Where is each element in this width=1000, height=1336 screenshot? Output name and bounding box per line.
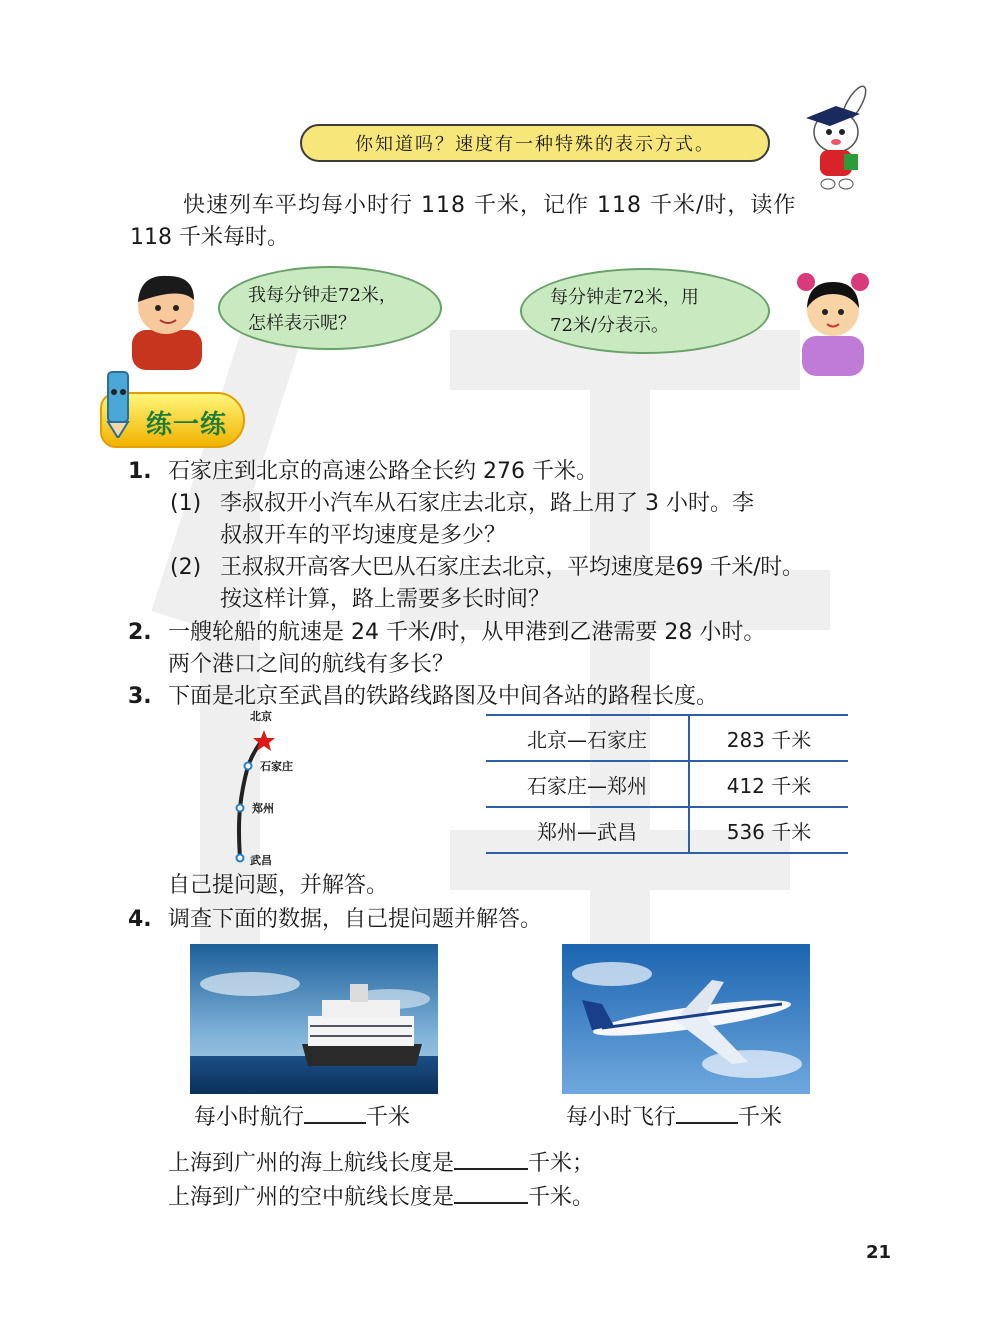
boy-illustration (124, 264, 210, 370)
shijiazhuang-station-marker (245, 763, 252, 770)
problem-1-sub-1-line-2: 叔叔开车的平均速度是多少？ (220, 523, 507, 548)
problem-3-number: 3. (128, 684, 152, 709)
intro-line-2: 118 千米每时。 (130, 225, 289, 250)
map-label-shijiazhuang: 石家庄 (260, 760, 293, 773)
sea-route-prefix: 上海到广州的海上航线长度是 (168, 1151, 455, 1176)
map-label-wuchang: 武昌 (250, 854, 272, 867)
zhengzhou-station-marker (237, 805, 244, 812)
ship-caption-unit: 千米 (366, 1105, 411, 1130)
distance-table (486, 714, 848, 854)
problem-2-number: 2. (128, 620, 152, 645)
map-label-zhengzhou: 郑州 (252, 802, 274, 815)
distance-cell: 283 千米 (689, 715, 848, 761)
problem-1-sub-1-number: (1) (170, 491, 202, 516)
girl-illustration (790, 264, 876, 376)
railway-map (220, 708, 340, 868)
problem-1-number: 1. (128, 459, 152, 484)
sea-route-unit: 千米； (528, 1151, 595, 1176)
intro-line-1: 快速列车平均每小时行 118 千米，记作 118 千米/时，读作 (183, 193, 797, 218)
pencil-icon (98, 368, 138, 442)
route-cell: 郑州—武昌 (486, 807, 689, 853)
practice-title: 练一练 (146, 410, 228, 440)
plane-caption-prefix: 每小时飞行 (566, 1105, 677, 1130)
problem-4-number: 4. (128, 907, 152, 932)
air-route-line (168, 1178, 594, 1214)
problem-4-text: 调查下面的数据，自己提问题并解答。 (168, 907, 543, 932)
airplane-photo (562, 944, 810, 1094)
boy-bubble-line-2: 怎样表示呢？ (248, 313, 356, 334)
plane-caption (566, 1098, 782, 1134)
problem-3-text: 下面是北京至武昌的铁路线路图及中间各站的路程长度。 (168, 684, 719, 709)
boy-speech-bubble (218, 266, 442, 350)
boy-bubble-line-1: 我每分钟走72米， (248, 285, 397, 306)
sea-route-blank[interactable] (454, 1144, 528, 1170)
problem-2-line-1: 一艘轮船的航速是 24 千米/时，从甲港到乙港需要 28 小时。 (168, 620, 766, 645)
table-row (486, 761, 848, 807)
plane-speed-blank[interactable] (676, 1098, 738, 1124)
page-number: 21 (866, 1242, 892, 1263)
ship-speed-blank[interactable] (304, 1098, 366, 1124)
tip-banner-text: 你知道吗？速度有一种特殊的表示方式。 (355, 134, 715, 155)
tip-banner (300, 124, 770, 162)
rabbit-mascot-illustration (796, 84, 876, 194)
problem-3-followup: 自己提问题，并解答。 (168, 873, 389, 898)
problem-1-sub-2-number: (2) (170, 555, 202, 580)
route-cell: 北京—石家庄 (486, 715, 689, 761)
problem-2-line-2: 两个港口之间的航线有多长？ (168, 652, 455, 677)
practice-badge (100, 392, 245, 448)
problem-1-sub-2-line-1: 王叔叔开高客大巴从石家庄去北京，平均速度是69 千米/时。 (220, 555, 804, 580)
sea-route-line (168, 1144, 594, 1180)
table-row (486, 715, 848, 761)
distance-cell: 412 千米 (689, 761, 848, 807)
plane-caption-unit: 千米 (738, 1105, 783, 1130)
air-route-unit: 千米。 (528, 1185, 595, 1210)
ship-caption (194, 1098, 410, 1134)
table-row (486, 807, 848, 853)
wuchang-station-marker (237, 855, 244, 862)
problem-1-text: 石家庄到北京的高速公路全长约 276 千米。 (168, 459, 598, 484)
distance-cell: 536 千米 (689, 807, 848, 853)
air-route-blank[interactable] (454, 1178, 528, 1204)
girl-bubble-line-2: 72米/分表示。 (550, 315, 669, 336)
girl-bubble-line-1: 每分钟走72米，用 (550, 287, 699, 308)
ship-caption-prefix: 每小时航行 (194, 1105, 305, 1130)
problem-1-sub-1-line-1: 李叔叔开小汽车从石家庄去北京，路上用了 3 小时。李 (220, 491, 754, 516)
map-label-beijing: 北京 (250, 710, 272, 723)
cruise-ship-photo (190, 944, 438, 1094)
problem-1-sub-2-line-2: 按这样计算，路上需要多长时间？ (220, 587, 551, 612)
girl-speech-bubble (520, 268, 770, 354)
air-route-prefix: 上海到广州的空中航线长度是 (168, 1185, 455, 1210)
route-cell: 石家庄—郑州 (486, 761, 689, 807)
